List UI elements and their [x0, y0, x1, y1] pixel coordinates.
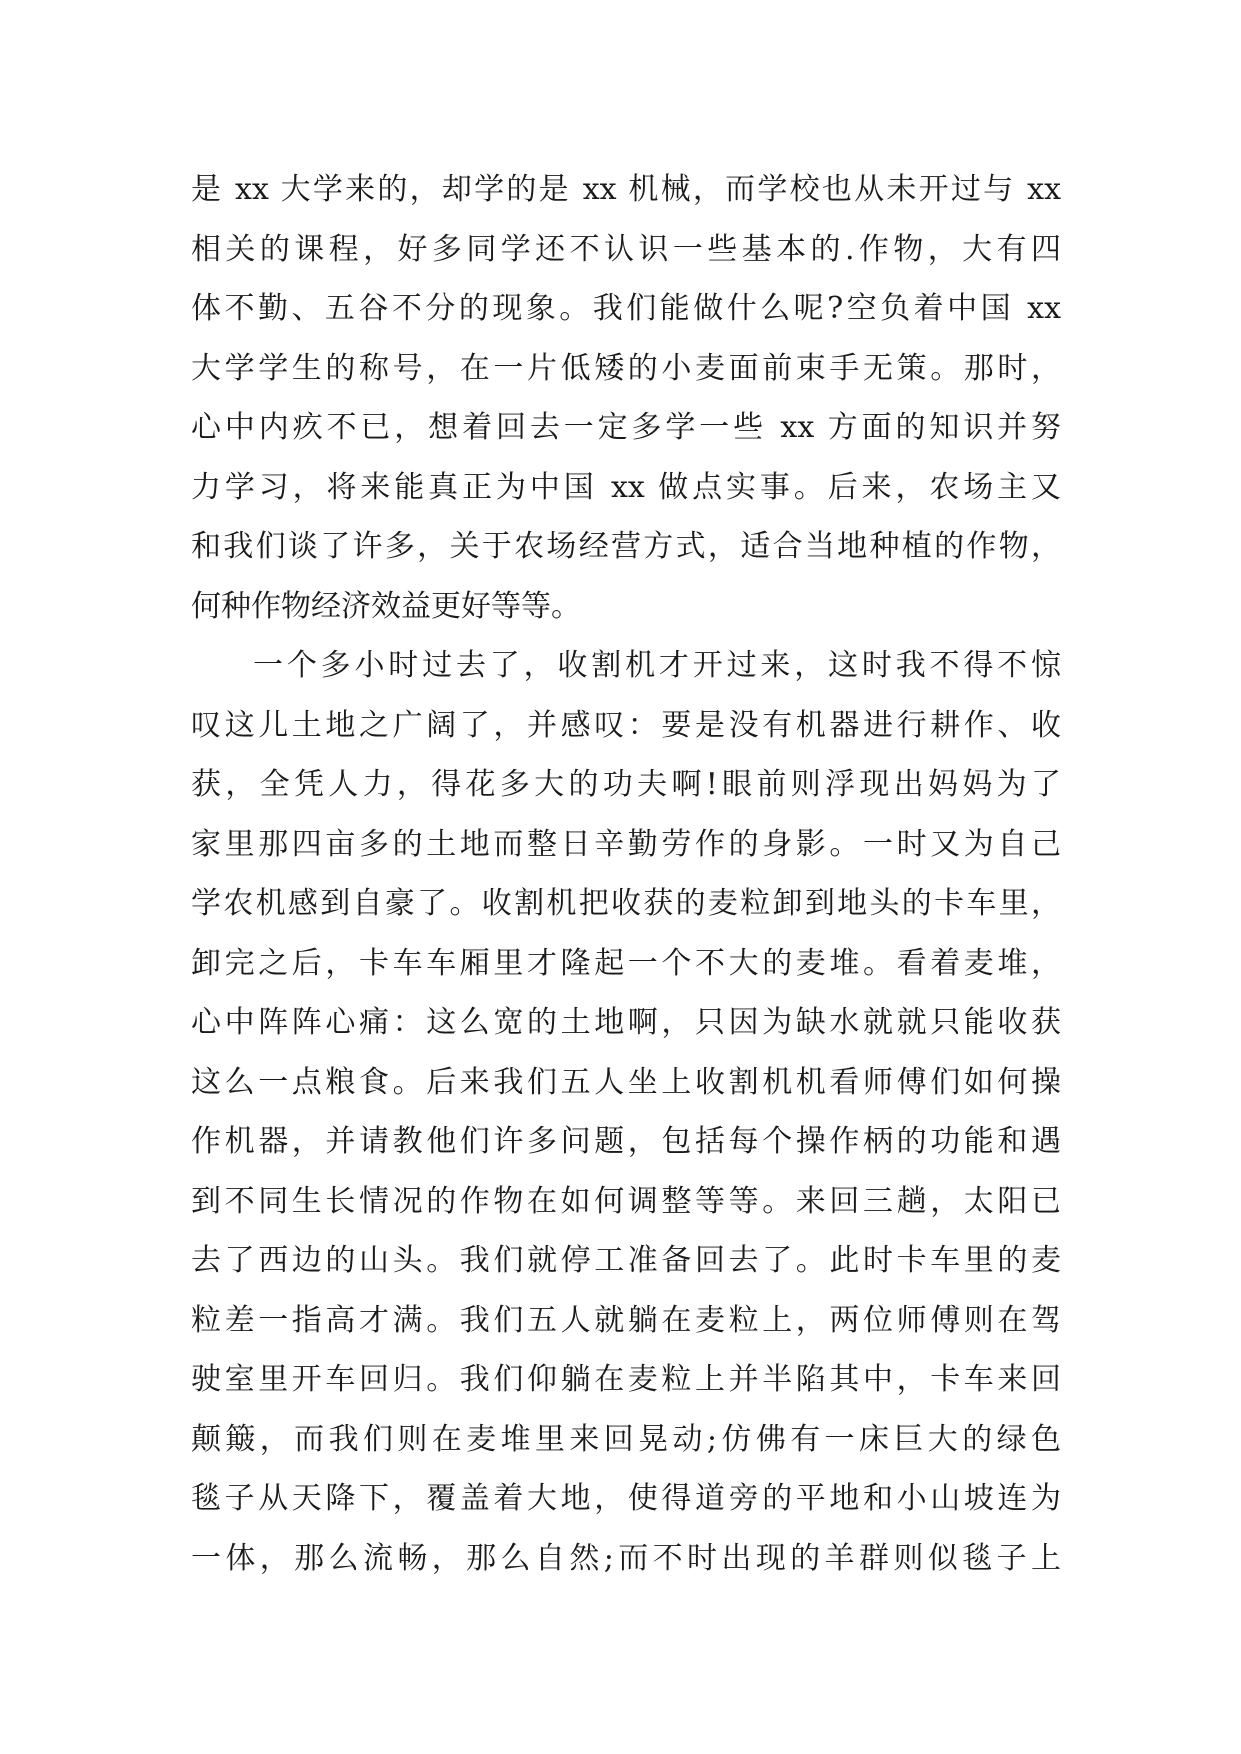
- text-line: 去了西边的山头。我们就停工准备回去了。此时卡车里的麦: [191, 1243, 1061, 1278]
- text-line: 到不同生长情况的作物在如何调整等等。来回三趟，太阳已: [191, 1183, 1061, 1219]
- text-line: 力学习，将来能真正为中国 xx 做点实事。后来，农场主又: [191, 469, 1061, 505]
- text-line: 卸完之后，卡车车厢里才隆起一个不大的麦堆。看着麦堆，: [191, 945, 1061, 981]
- text-line: 大学学生的称号，在一片低矮的小麦面前束手无策。那时，: [191, 350, 1061, 386]
- body-text: [191, 160, 1061, 1588]
- text-line: 这么一点粮食。后来我们五人坐上收割机机看师傅们如何操: [191, 1064, 1061, 1100]
- text-line: 体不勤、五谷不分的现象。我们能做什么呢?空负着中国 xx: [191, 291, 1061, 326]
- text-line: 一体，那么流畅，那么自然;而不时出现的羊群则似毯子上: [191, 1540, 1061, 1576]
- text-line: 叹这儿土地之广阔了，并感叹：要是没有机器进行耕作、收: [191, 707, 1061, 743]
- text-line: 相关的课程，好多同学还不认识一些基本的.作物，大有四: [191, 231, 1061, 267]
- text-line: 粒差一指高才满。我们五人就躺在麦粒上，两位师傅则在驾: [191, 1302, 1061, 1338]
- text-line: 心中阵阵心痛：这么宽的土地啊，只因为缺水就就只能收获: [191, 1005, 1061, 1040]
- text-line: 和我们谈了许多，关于农场经营方式，适合当地种植的作物，: [191, 529, 1061, 564]
- text-line: 颠簸，而我们则在麦堆里来回晃动;仿佛有一床巨大的绿色: [191, 1421, 1061, 1457]
- text-line: 家里那四亩多的土地而整日辛勤劳作的身影。一时又为自己: [191, 826, 1061, 862]
- text-line: 是 xx 大学来的，却学的是 xx 机械，而学校也从未开过与 xx: [191, 172, 1061, 207]
- text-line: 心中内疚不已，想着回去一定多学一些 xx 方面的知识并努: [191, 410, 1061, 445]
- paragraph-end-line: 何种作物经济效益更好等等。: [191, 588, 581, 624]
- text-line: 毯子从天降下，覆盖着大地，使得道旁的平地和小山坡连为: [191, 1481, 1061, 1516]
- text-line: 作机器，并请教他们许多问题，包括每个操作柄的功能和遇: [191, 1124, 1061, 1159]
- text-line: 学农机感到自豪了。收割机把收获的麦粒卸到地头的卡车里，: [191, 886, 1061, 921]
- paragraph-start-line: 一个多小时过去了，收割机才开过来，这时我不得不惊: [253, 648, 1061, 683]
- text-line: 获，全凭人力，得花多大的功夫啊!眼前则浮现出妈妈为了: [191, 767, 1061, 802]
- text-line: 驶室里开车回归。我们仰躺在麦粒上并半陷其中，卡车来回: [191, 1362, 1061, 1397]
